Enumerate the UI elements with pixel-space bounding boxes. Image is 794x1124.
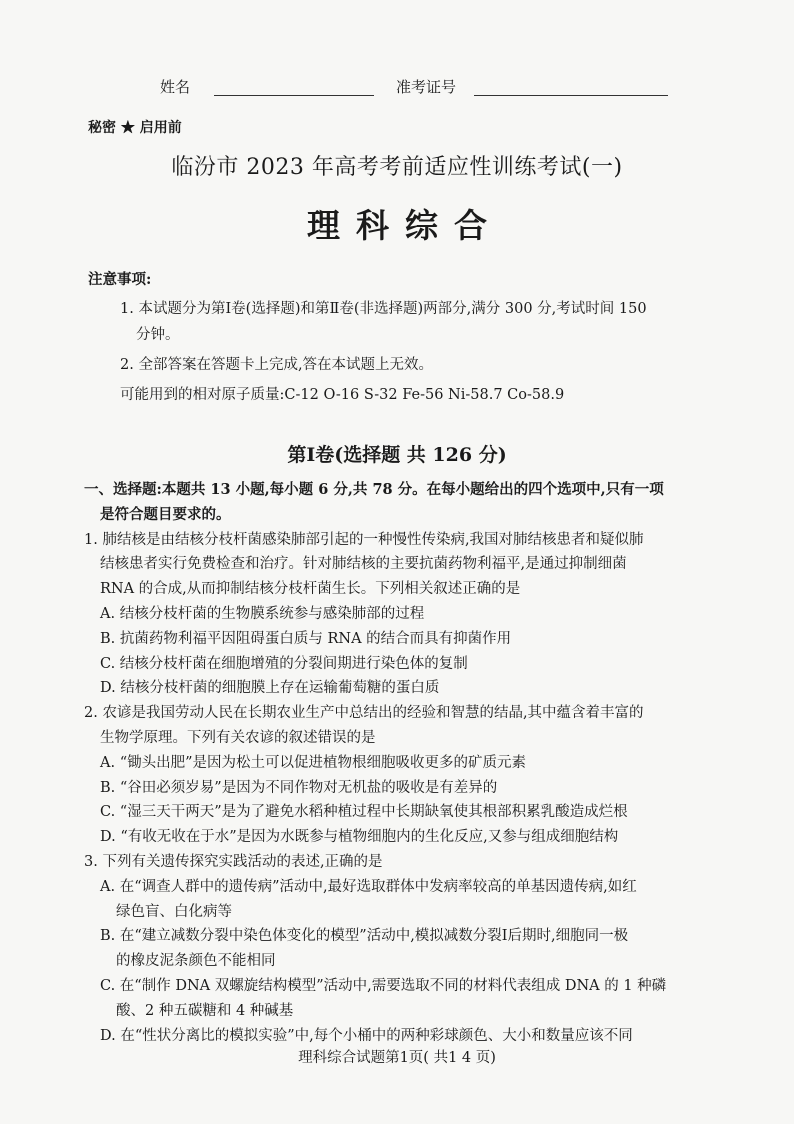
option-d: D. “有收无收在于水”是因为水既参与植物细胞内的生化反应,又参与组成细胞结构 <box>100 829 619 846</box>
option-d: D. 在“性状分离比的模拟实验”中,每个小桶中的两种彩球颜色、大小和数量应该不同 <box>100 1027 633 1044</box>
section-instructions <box>84 478 734 528</box>
question-stem: 2. 农谚是我国劳动人民在长期农业生产中总结出的经验和智慧的结晶,其中蕴含着丰富的 <box>84 705 644 722</box>
part-title: 第Ⅰ卷(选择题 共 126 分) <box>287 444 507 466</box>
option-c: C. “湿三天干两天”是为了避免水稻种植过程中长期缺氧使其根部积累乳酸造成烂根 <box>100 804 628 821</box>
option-d: D. 结核分枝杆菌的细胞膜上存在运输葡萄糖的蛋白质 <box>100 680 440 697</box>
notes-heading: 注意事项: <box>88 271 152 288</box>
question-3 <box>84 850 734 1048</box>
subject-title: 理科综合 <box>307 206 503 245</box>
question-1 <box>84 528 734 702</box>
option-b: B. “谷田必须岁易”是因为不同作物对无机盐的吸收是有差异的 <box>100 779 498 796</box>
candidate-info-row <box>0 76 794 100</box>
section-instructions-line-1: 一、选择题:本题共 13 小题,每小题 6 分,共 78 分。在每小题给出的四个选项中,只有一项 <box>84 481 664 498</box>
question-stem: 生物学原理。下列有关农谚的叙述错误的是 <box>100 729 376 746</box>
note-item-1-line-1: 1. 本试题分为第Ⅰ卷(选择题)和第Ⅱ卷(非选择题)两部分,满分 300 分,考试时间 150 <box>120 301 647 317</box>
section-instructions-line-2: 是符合题目要求的。 <box>100 505 231 523</box>
option-a: A. 在“调查人群中的遗传病”活动中,最好选取群体中发病率较高的单基因遗传病,如红 <box>100 878 637 895</box>
questions-section <box>84 478 734 1048</box>
option-c: C. 结核分枝杆菌在细胞增殖的分裂间期进行染色体的复制 <box>100 655 468 672</box>
page-footer: 理科综合试题第1页( 共1 4 页) <box>298 1050 496 1066</box>
confidential-mark: 秘密 ★ 启用前 <box>88 120 182 136</box>
name-label: 姓名 <box>160 78 191 96</box>
note-item-1-line-2: 分钟。 <box>136 327 180 343</box>
option-c: C. 在“制作 DNA 双螺旋结构模型”活动中,需要选取不同的材料代表组成 DNA 的 1 种磷 <box>100 977 667 994</box>
question-stem: 3. 下列有关遗传探究实践活动的表述,正确的是 <box>84 853 383 870</box>
atomic-masses: 可能用到的相对原子质量:C-12 O-16 S-32 Fe-56 Ni-58.7 Co-58.9 <box>120 387 565 403</box>
question-stem: 结核患者实行免费检查和治疗。针对肺结核的主要抗菌药物利福平,是通过抑制细菌 <box>100 556 627 573</box>
note-item-1 <box>88 296 728 348</box>
notes-section <box>88 296 728 408</box>
ticket-number-blank-line <box>474 95 668 96</box>
option-a-continued: 绿色盲、白化病等 <box>116 903 232 920</box>
exam-title: 临汾市 2023 年高考考前适应性训练考试(一) <box>171 155 623 180</box>
option-a: A. “锄头出肥”是因为松土可以促进植物根细胞吸收更多的矿质元素 <box>100 754 527 771</box>
option-a: A. 结核分枝杆菌的生物膜系统参与感染肺部的过程 <box>100 605 425 622</box>
option-c-continued: 酸、2 种五碳糖和 4 种碱基 <box>116 1002 294 1019</box>
option-b: B. 在“建立减数分裂中染色体变化的模型”活动中,模拟减数分裂Ⅰ后期时,细胞同一极 <box>100 928 629 945</box>
note-item-2: 2. 全部答案在答题卡上完成,答在本试题上无效。 <box>120 357 434 373</box>
ticket-number-label: 准考证号 <box>396 78 457 96</box>
question-stem: RNA 的合成,从而抑制结核分枝杆菌生长。下列相关叙述正确的是 <box>100 581 521 598</box>
question-2 <box>84 701 734 850</box>
option-b: B. 抗菌药物利福平因阻碍蛋白质与 RNA 的结合而具有抑菌作用 <box>100 630 512 647</box>
question-stem: 1. 肺结核是由结核分枝杆菌感染肺部引起的一种慢性传染病,我国对肺结核患者和疑似肺 <box>84 531 644 548</box>
name-blank-line <box>214 95 374 96</box>
option-b-continued: 的橡皮泥条颜色不能相同 <box>116 953 276 970</box>
